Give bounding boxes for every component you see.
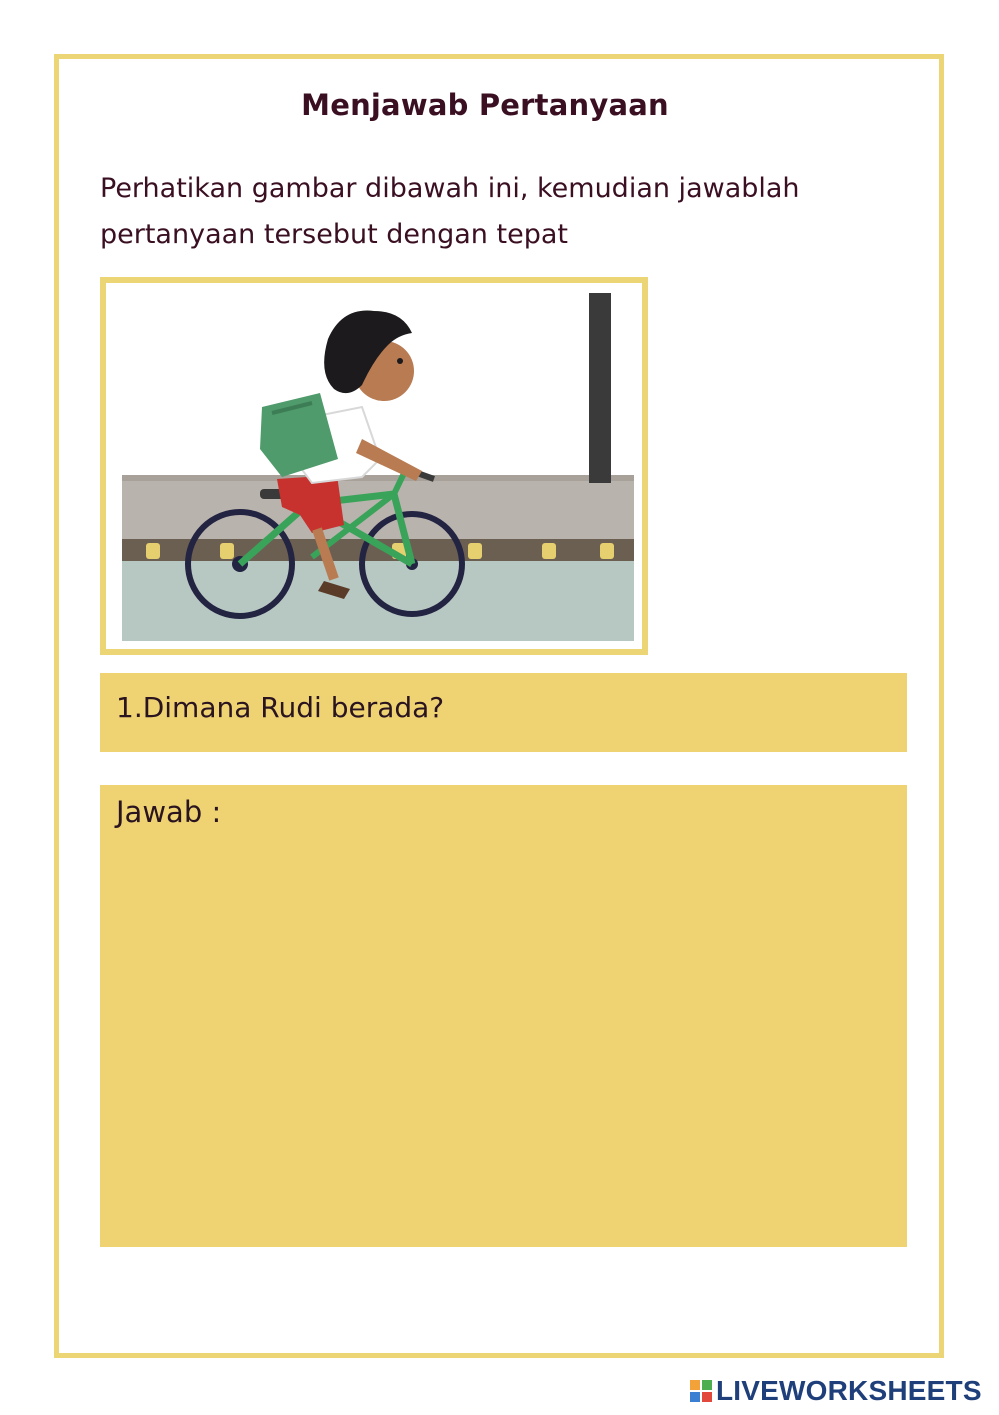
brand-name: LIVEWORKSHEETS — [716, 1375, 982, 1406]
answer-input[interactable] — [116, 843, 892, 1237]
instruction-text — [100, 166, 860, 258]
answer-box[interactable] — [100, 785, 907, 1247]
boy-riding-bicycle-illustration — [112, 289, 636, 643]
worksheet-title: Menjawab Pertanyaan — [301, 88, 669, 122]
brand-footer[interactable] — [690, 1374, 982, 1408]
question-box — [100, 673, 907, 752]
illustration-frame — [100, 277, 648, 655]
answer-label: Jawab : — [116, 795, 222, 829]
instruction-line-1: Perhatikan gambar dibawah ini, kemudian jawablah — [100, 173, 800, 204]
instruction-line-2: pertanyaan tersebut dengan tepat — [100, 219, 568, 250]
liveworksheets-logo-icon — [690, 1380, 712, 1402]
question-text: 1.Dimana Rudi berada? — [116, 691, 445, 724]
